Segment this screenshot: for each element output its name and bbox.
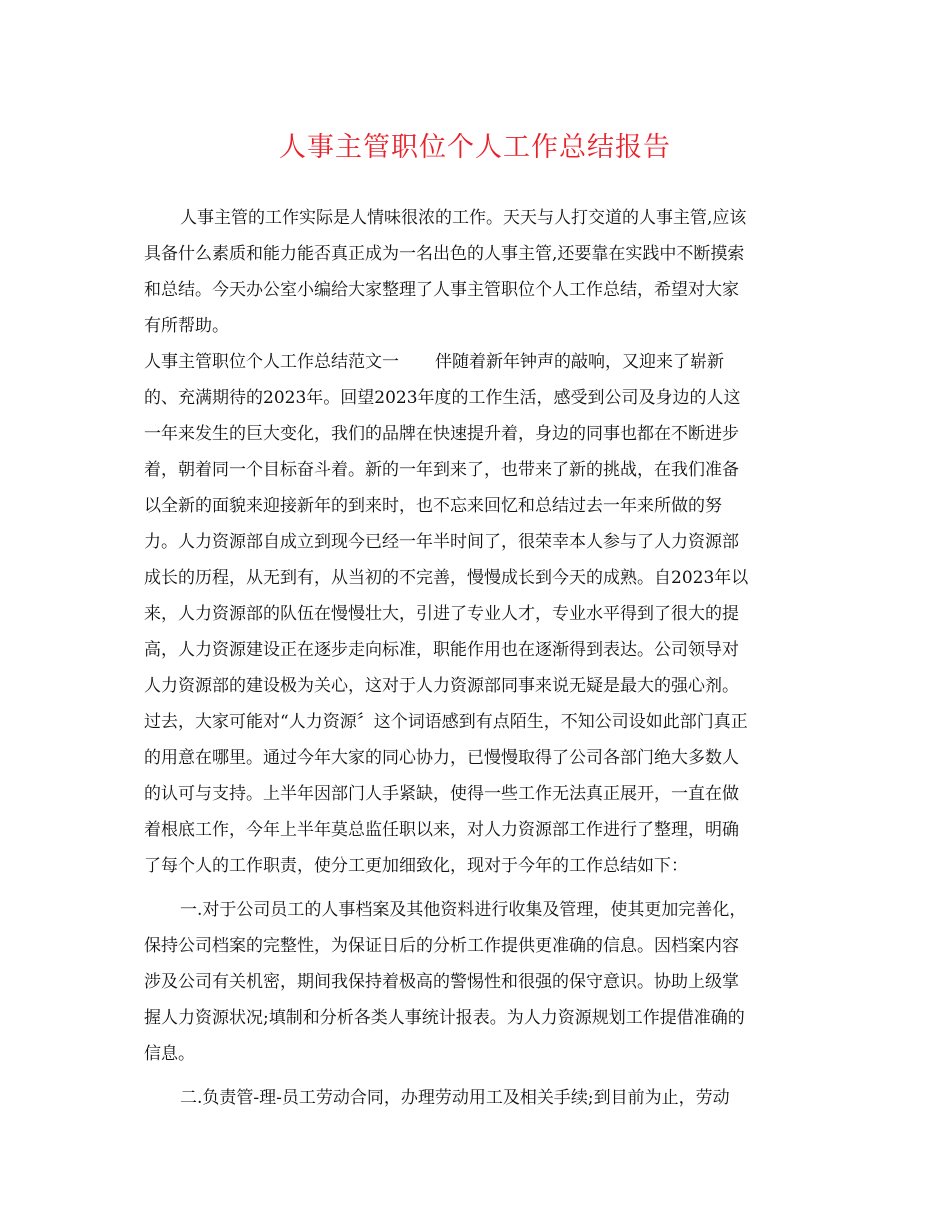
body-line: 高，人力资源建设正在逐步走向标准，职能作用也在逐渐得到表达。公司领导对 <box>144 640 739 660</box>
body-line: 人力资源部的建设极为关心，这对于人力资源部同事来说无疑是最大的强心剂。 <box>144 676 739 696</box>
section-first-line: 伴随着新年钟声的敲响，又迎来了崭新 <box>435 352 724 372</box>
document-title: 人事主管职位个人工作总结报告 <box>279 132 671 163</box>
intro-line: 有所帮助。 <box>144 316 229 336</box>
item-two-line: 二.负责管-理-员工劳动合同，办理劳动用工及相关手续;到目前为止，劳动 <box>180 1088 730 1108</box>
item-one-line: 握人力资源状况;填制和分析各类人事统计报表。为人力资源规划工作提借准确的 <box>144 1008 745 1028</box>
intro-line: 具备什么素质和能力能否真正成为一名出色的人事主管,还要靠在实践中不断摸索 <box>144 244 745 264</box>
body-line: 的、充满期待的2023年。回望2023年度的工作生活，感受到公司及身边的人这 <box>144 388 741 408</box>
body-line: 成长的历程，从无到有，从当初的不完善，慢慢成长到今天的成熟。自2023年以 <box>144 568 749 588</box>
body-line: 着，朝着同一个目标奋斗着。新的一年到来了，也带来了新的挑战，在我们准备 <box>144 460 739 480</box>
item-one-line: 保持公司档案的完整性，为保证日后的分析工作提供更准确的信息。因档案内容 <box>144 936 739 956</box>
section-label: 人事主管职位个人工作总结范文一 <box>144 352 399 372</box>
section-heading-line <box>144 350 814 374</box>
body-line: 以全新的面貌来迎接新年的到来时，也不忘来回忆和总结过去一年来所做的努 <box>144 496 722 516</box>
body-line: 过去，大家可能对“人力资源〞这个词语感到有点陌生，不知公司设如此部门真正 <box>144 712 748 732</box>
body-line: 一年来发生的巨大变化，我们的品牌在快速提升着，身边的同事也都在不断进步 <box>144 424 739 444</box>
body-line: 的用意在哪里。通过今年大家的同心协力，已慢慢取得了公司各部门绝大多数人 <box>144 748 739 768</box>
body-line: 的认可与支持。上半年因部门人手紧缺，使得一些工作无法真正展开，一直在做 <box>144 784 739 804</box>
item-one-line: 涉及公司有关机密，期间我保持着极高的警惕性和很强的保守意识。协助上级掌 <box>144 972 739 992</box>
body-line: 力。人力资源部自成立到现今已经一年半时间了，很荣幸本人参与了人力资源部 <box>144 532 739 552</box>
body-line: 着根底工作，今年上半年莫总监任职以来，对人力资源部工作进行了整理，明确 <box>144 820 739 840</box>
item-one-line: 信息。 <box>144 1044 195 1064</box>
intro-line: 和总结。今天办公室小编给大家整理了人事主管职位个人工作总结，希望对大家 <box>144 280 739 300</box>
body-line: 了每个人的工作职责，使分工更加细致化，现对于今年的工作总结如下： <box>144 856 688 876</box>
body-line: 来，人力资源部的队伍在慢慢壮大，引进了专业人才，专业水平得到了很大的提 <box>144 604 739 624</box>
intro-line: 人事主管的工作实际是人情味很浓的工作。天天与人打交道的人事主管,应该 <box>180 208 747 228</box>
item-one-line: 一.对于公司员工的人事档案及其他资料进行收集及管理，使其更加完善化， <box>180 900 747 920</box>
